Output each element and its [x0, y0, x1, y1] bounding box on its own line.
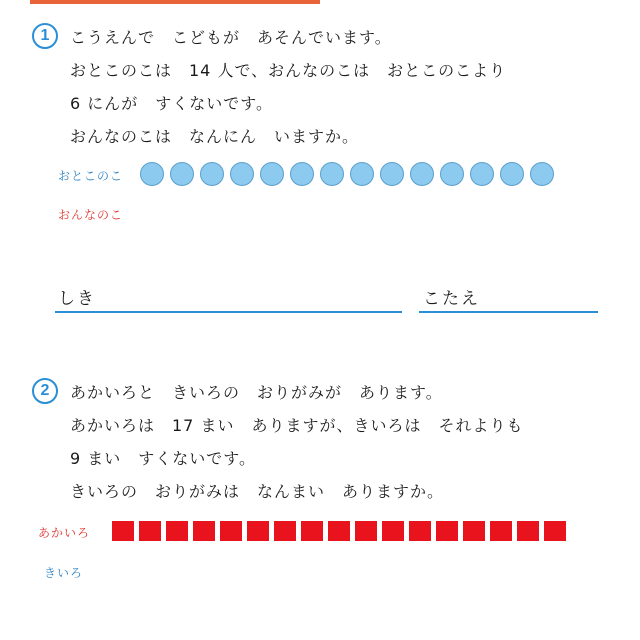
boy-circle: [470, 162, 494, 186]
question-1-number: 1: [32, 23, 58, 49]
boy-circle: [500, 162, 524, 186]
answer-label: こたえ: [423, 289, 480, 309]
answer-line[interactable]: [419, 311, 598, 313]
formula-line[interactable]: [55, 311, 402, 313]
red-paper-square: [328, 521, 350, 541]
red-paper-square: [436, 521, 458, 541]
red-paper-squares: [112, 521, 566, 541]
boy-circle: [530, 162, 554, 186]
q1-line-3: 6 にんが すくないです。: [70, 94, 273, 113]
red-paper-square: [409, 521, 431, 541]
red-paper-square: [463, 521, 485, 541]
girls-label: おんなのこ: [58, 208, 124, 222]
boy-circle: [170, 162, 194, 186]
red-paper-square: [355, 521, 377, 541]
boy-circle: [230, 162, 254, 186]
boys-label: おとこのこ: [58, 169, 124, 183]
q2-line-2: あかいろは 17 まい ありますが、きいろは それよりも: [70, 416, 524, 435]
boy-circle: [410, 162, 434, 186]
q2-line-1: あかいろと きいろの おりがみが あります。: [70, 383, 443, 402]
boy-circle: [320, 162, 344, 186]
red-paper-square: [112, 521, 134, 541]
top-rule: [30, 0, 320, 4]
boy-circle: [380, 162, 404, 186]
boy-circle: [140, 162, 164, 186]
boy-circle: [260, 162, 284, 186]
formula-label: しき: [58, 289, 96, 309]
red-paper-square: [274, 521, 296, 541]
boy-circle: [290, 162, 314, 186]
q1-line-4: おんなのこは なんにん いますか。: [70, 127, 360, 146]
red-paper-square: [544, 521, 566, 541]
red-paper-square: [247, 521, 269, 541]
red-paper-square: [382, 521, 404, 541]
boy-circle: [200, 162, 224, 186]
red-paper-square: [139, 521, 161, 541]
q1-line-1: こうえんで こどもが あそんでいます。: [70, 28, 392, 47]
red-paper-square: [301, 521, 323, 541]
boy-circle: [440, 162, 464, 186]
boys-circles: [140, 162, 554, 186]
red-paper-square: [220, 521, 242, 541]
boy-circle: [350, 162, 374, 186]
q2-line-4: きいろの おりがみは なんまい ありますか。: [70, 482, 445, 501]
red-paper-square: [166, 521, 188, 541]
yellow-paper-label: きいろ: [44, 566, 84, 580]
red-paper-square: [517, 521, 539, 541]
q2-line-3: 9 まい すくないです。: [70, 449, 256, 468]
q1-line-2: おとこのこは 14 人で、おんなのこは おとこのこより: [70, 61, 507, 80]
question-2-number: 2: [32, 378, 58, 404]
red-paper-square: [490, 521, 512, 541]
red-paper-square: [193, 521, 215, 541]
red-paper-label: あかいろ: [38, 526, 91, 540]
